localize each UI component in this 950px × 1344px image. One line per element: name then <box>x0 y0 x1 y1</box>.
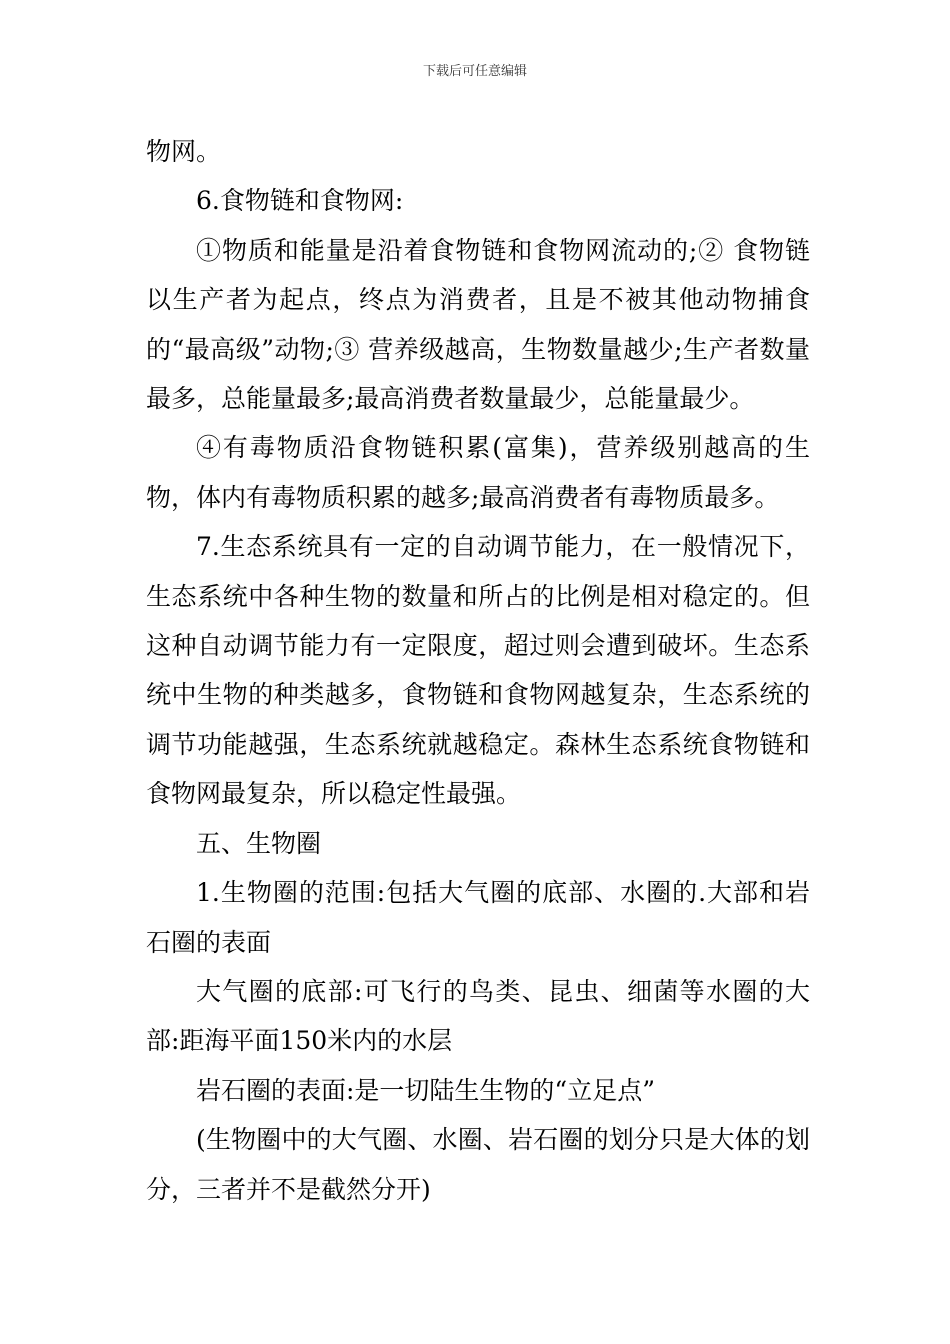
paragraph-biosphere-range: 1.生物圈的范围:包括大气圈的底部、水圈的.大部和岩石圈的表面 <box>146 878 810 957</box>
paragraph-continuation: 物网。 <box>146 137 222 166</box>
paragraph-toxic-accumulation: ④有毒物质沿食物链积累(富集)，营养级别越高的生物，体内有毒物质积累的越多;最高消费者有毒物质最多。 <box>146 433 810 512</box>
paragraph-energy-flow: ①物质和能量是沿着食物链和食物网流动的;② 食物链以生产者为起点，终点为消费者，且是不被其他动物捕食的“最高级”动物;③ 营养级越高，生物数量越少;生产者数量最多，总能量最多;最高消费者数量最少，总能量最少。 <box>146 235 810 414</box>
paragraph-division-note: (生物圈中的大气圈、水圈、岩石圈的划分只是大体的划分，三者并不是截然分开) <box>146 1125 810 1204</box>
document-body <box>146 127 810 1214</box>
page-header: 下载后可任意编辑 <box>422 64 527 79</box>
paragraph-food-chain-heading: 6.食物链和食物网: <box>196 186 404 216</box>
section-heading-biosphere: 五、生物圈 <box>196 828 322 858</box>
paragraph-lithosphere: 岩石圈的表面:是一切陆生生物的“立足点” <box>196 1075 655 1105</box>
paragraph-atmosphere-hydrosphere: 大气圈的底部:可飞行的鸟类、昆虫、细菌等水圈的大部:距海平面150米内的水层 <box>146 976 810 1056</box>
paragraph-self-regulation: 7.生态系统具有一定的自动调节能力，在一般情况下，生态系统中各种生物的数量和所占的比例是相对稳定的。但这种自动调节能力有一定限度，超过则会遭到破坏。生态系统中生物的种类越多，食物链和食物网越复杂，生态系统的调节功能越强，生态系统就越稳定。森林生态系统食物链和食物网最复杂，所以稳定性最强。 <box>146 532 810 809</box>
